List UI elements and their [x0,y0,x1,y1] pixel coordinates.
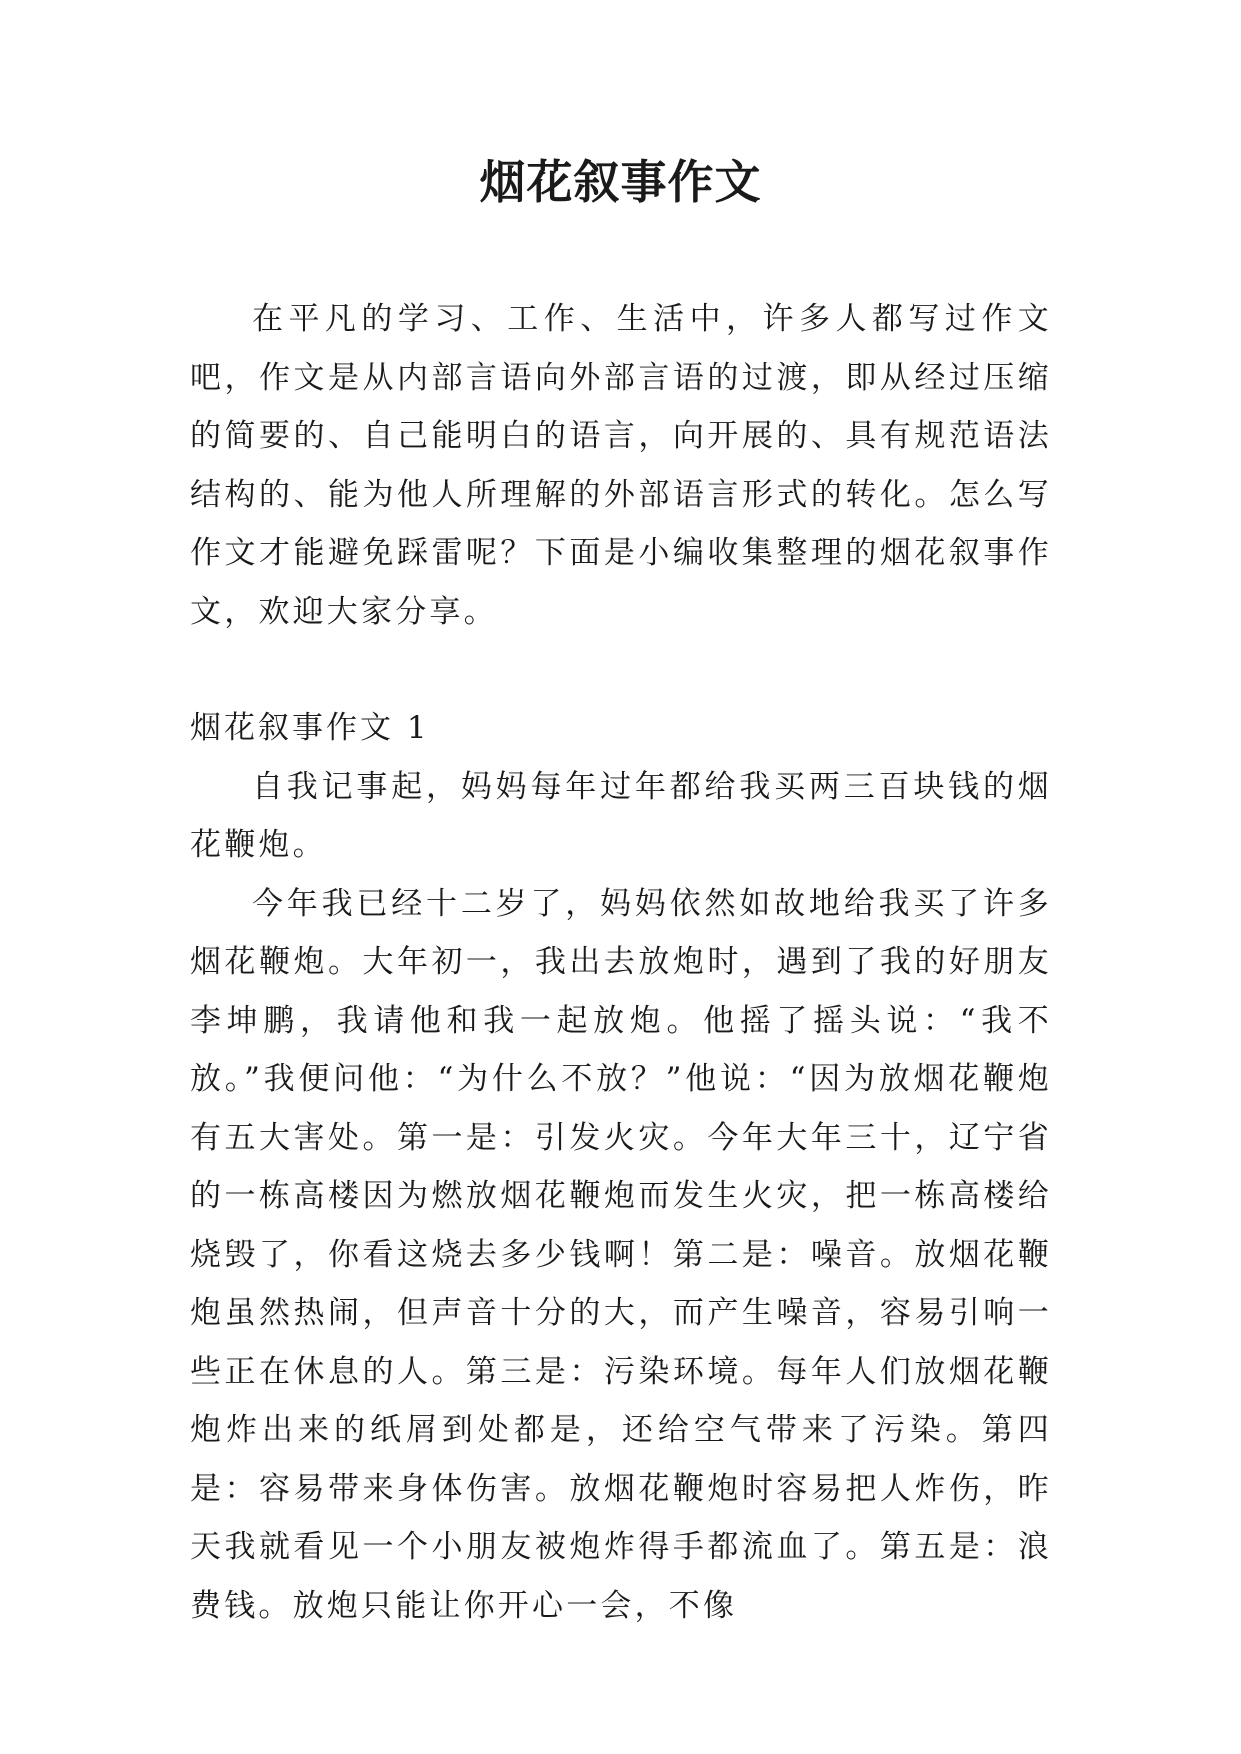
document-title: 烟花叙事作文 [479,155,762,209]
intro-paragraph: 在平凡的学习、工作、生活中，许多人都写过作文吧，作文是从内部言语向外部言语的过渡，即从经过压缩的简要的、自己能明白的语言，向开展的、具有规范语法结构的、能为他人所理解的外部语言形式的转化。怎么写作文才能避免踩雷呢？下面是小编收集整理的烟花叙事作文，欢迎大家分享。 [190,301,1052,630]
body-paragraph-2: 今年我已经十二岁了，妈妈依然如故地给我买了许多烟花鞭炮。大年初一，我出去放炮时，遇到了我的好朋友李坤鹏，我请他和我一起放炮。他摇了摇头说：“我不放。”我便问他：“为什么不放？”他说：“因为放烟花鞭炮有五大害处。第一是：引发火灾。今年大年三十，辽宁省的一栋高楼因为燃放烟花鞭炮而发生火灾，把一栋高楼给烧毁了，你看这烧去多少钱啊！第二是：噪音。放烟花鞭炮虽然热闹，但声音十分的大，而产生噪音，容易引响一些正在休息的人。第三是：污染环境。每年人们放烟花鞭炮炸出来的纸屑到处都是，还给空气带来了污染。第四是：容易带来身体伤害。放烟花鞭炮时容易把人炸伤，昨天我就看见一个小朋友被炮炸得手都流血了。第五是：浪费钱。放炮只能让你开心一会，不像 [190,885,1052,1624]
body-paragraph-1: 自我记事起，妈妈每年过年都给我买两三百块钱的烟花鞭炮。 [190,768,1052,863]
section-heading: 烟花叙事作文 1 [190,710,430,746]
document-body [190,290,1052,1635]
